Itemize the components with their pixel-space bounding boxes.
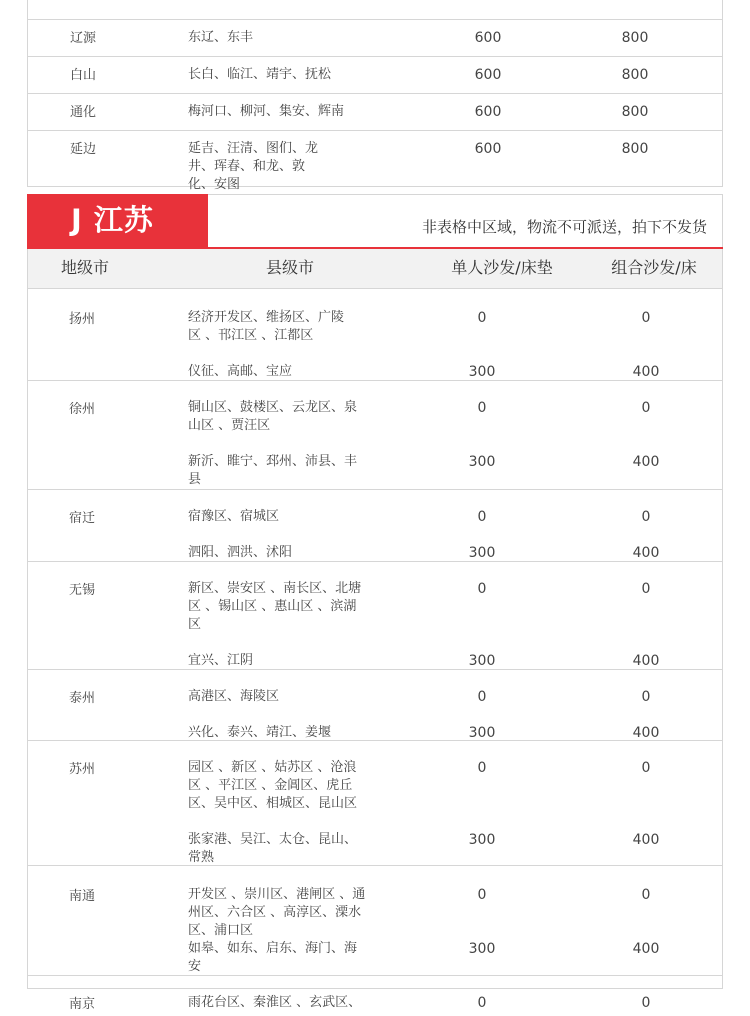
single-value: 600: [474, 30, 502, 46]
single-value: [438, 0, 538, 19]
county-cell: [188, 580, 378, 634]
county-line: 园区 、新区 、姑苏区 、沧浪: [188, 760, 357, 775]
county-cell: [188, 759, 378, 813]
combo-value: 400: [632, 653, 660, 669]
header-single: 单人沙发/床垫: [451, 258, 553, 277]
county-cell: [188, 831, 378, 867]
combo-value: 400: [632, 941, 660, 957]
single-value: 300: [468, 653, 496, 669]
single-value: 600: [474, 67, 502, 83]
county-line: 宿豫区、宿城区: [188, 509, 280, 524]
county-cell: [188, 544, 378, 562]
table-row: [27, 975, 723, 1016]
single-value: 0: [477, 509, 487, 525]
county-line: 经济开发区、维扬区、广陵: [188, 310, 345, 325]
city-cell: 延边: [70, 142, 97, 157]
county-line: 仪征、高邮、宝应: [188, 364, 293, 379]
table-row: [27, 380, 723, 490]
county-cell: [188, 688, 378, 706]
county-line: 区、吴中区、相城区、昆山区: [188, 796, 358, 811]
header-city: 地级市: [60, 258, 109, 277]
county-cell: [138, 0, 438, 19]
single-value: 300: [468, 725, 496, 741]
county-cell: 梅河口、柳河、集安、辉南: [188, 104, 345, 119]
table-row: [27, 561, 723, 670]
county-line: 区: [188, 617, 202, 632]
single-value: 300: [468, 545, 496, 561]
previous-table: [27, 0, 723, 192]
section-banner: [27, 194, 723, 249]
county-line: 区、浦口区: [188, 923, 254, 938]
county-line: 山区 、贾汪区: [188, 418, 271, 433]
table-row: [28, 56, 722, 93]
city-cell: [28, 0, 138, 19]
city-cell: 苏州: [69, 762, 96, 777]
county-cell: [188, 940, 378, 976]
county-line: 新沂、睢宁、邳州、沛县、丰: [188, 454, 358, 469]
city-cell: 徐州: [69, 402, 96, 417]
county-cell: [188, 886, 378, 940]
combo-value: 800: [621, 67, 649, 83]
combo-value: 400: [632, 364, 660, 380]
section-tag: J 江苏: [27, 194, 208, 249]
county-line: 县: [188, 472, 202, 487]
county-cell: [188, 309, 378, 345]
combo-value: 800: [621, 141, 649, 157]
county-line: 如皋、如东、启东、海门、海: [188, 941, 358, 956]
county-line: 宜兴、江阴: [188, 653, 254, 668]
county-line: 常熟: [188, 850, 215, 865]
county-cell: 东辽、东丰: [188, 30, 254, 45]
combo-value: 0: [641, 995, 651, 1011]
single-value: 0: [477, 689, 487, 705]
county-line: 张家港、吴江、太仓、昆山、: [188, 832, 358, 847]
single-value: 300: [468, 832, 496, 848]
table-row: [28, 130, 722, 192]
county-cell: [188, 399, 378, 435]
header-county: 县级市: [265, 258, 314, 277]
single-value: 600: [474, 141, 502, 157]
single-value: 300: [468, 454, 496, 470]
county-line: 区 、锡山区 、惠山区 、滨湖: [188, 599, 357, 614]
city-cell: 扬州: [69, 312, 96, 327]
county-line: 安: [188, 959, 202, 974]
combo-value: 400: [632, 545, 660, 561]
city-cell: 南通: [69, 889, 96, 904]
city-cell: 宿迁: [69, 511, 96, 526]
county-cell: [188, 453, 378, 489]
combo-value: 0: [641, 689, 651, 705]
single-value: 0: [477, 887, 487, 903]
single-value: 0: [477, 581, 487, 597]
combo-value: 800: [621, 104, 649, 120]
header-combo: 组合沙发/床: [611, 258, 697, 277]
combo-value: 400: [632, 832, 660, 848]
single-value: 300: [468, 364, 496, 380]
single-value: 600: [474, 104, 502, 120]
combo-value: 0: [641, 310, 651, 326]
single-value: 0: [477, 995, 487, 1011]
single-value: 0: [477, 760, 487, 776]
county-line: 铜山区、鼓楼区、云龙区、泉: [188, 400, 358, 415]
city-cell: 泰州: [69, 691, 96, 706]
delivery-note: 非表格中区域，物流不可派送，拍下不发货: [421, 218, 707, 236]
county-line: 开发区 、崇川区、港闸区 、通: [188, 887, 366, 902]
table-row: [27, 489, 723, 562]
table-row: [27, 289, 723, 380]
single-value: 0: [477, 400, 487, 416]
combo-value: 0: [641, 581, 651, 597]
table-row: [27, 865, 723, 976]
county-line: 兴化、泰兴、靖江、姜堰: [188, 725, 332, 740]
table-row: [28, 0, 722, 19]
county-cell: [188, 652, 378, 670]
table-row: [28, 19, 722, 56]
combo-value: 400: [632, 725, 660, 741]
city-cell: 辽源: [70, 31, 97, 46]
city-cell: 通化: [70, 105, 97, 120]
county-line: 新区、崇安区 、南长区、北塘: [188, 581, 362, 596]
county-cell: [188, 508, 378, 526]
city-cell: 南京: [69, 997, 96, 1012]
table-header: [27, 249, 723, 289]
county-cell: [188, 994, 378, 1012]
city-cell: 白山: [70, 68, 97, 83]
county-cell: 长白、临江、靖宇、抚松: [188, 67, 332, 82]
combo-value: 400: [632, 454, 660, 470]
combo-value: 0: [641, 400, 651, 416]
county-line: 区 、平江区 、金阊区、虎丘: [188, 778, 353, 793]
county-cell: 延吉、汪清、图们、龙井、珲春、和龙、敦化、安图: [188, 141, 319, 192]
county-line: 雨花台区、秦淮区 、玄武区、: [188, 995, 362, 1010]
combo-value: 0: [641, 887, 651, 903]
table-row: [27, 669, 723, 741]
combo-value: 0: [641, 509, 651, 525]
table-row: [27, 740, 723, 866]
table-row: [28, 93, 722, 130]
county-cell: [188, 363, 378, 381]
combo-value: 800: [621, 30, 649, 46]
city-cell: 无锡: [69, 583, 96, 598]
county-line: 高港区、海陵区: [188, 689, 280, 704]
single-value: 300: [468, 941, 496, 957]
county-line: 区 、邗江区 、江都区: [188, 328, 314, 343]
single-value: 0: [477, 310, 487, 326]
combo-value: 0: [641, 760, 651, 776]
county-line: 州区、六合区 、高淳区、溧水: [188, 905, 362, 920]
county-line: 泗阳、泗洪、沭阳: [188, 545, 293, 560]
combo-value: [538, 0, 722, 19]
